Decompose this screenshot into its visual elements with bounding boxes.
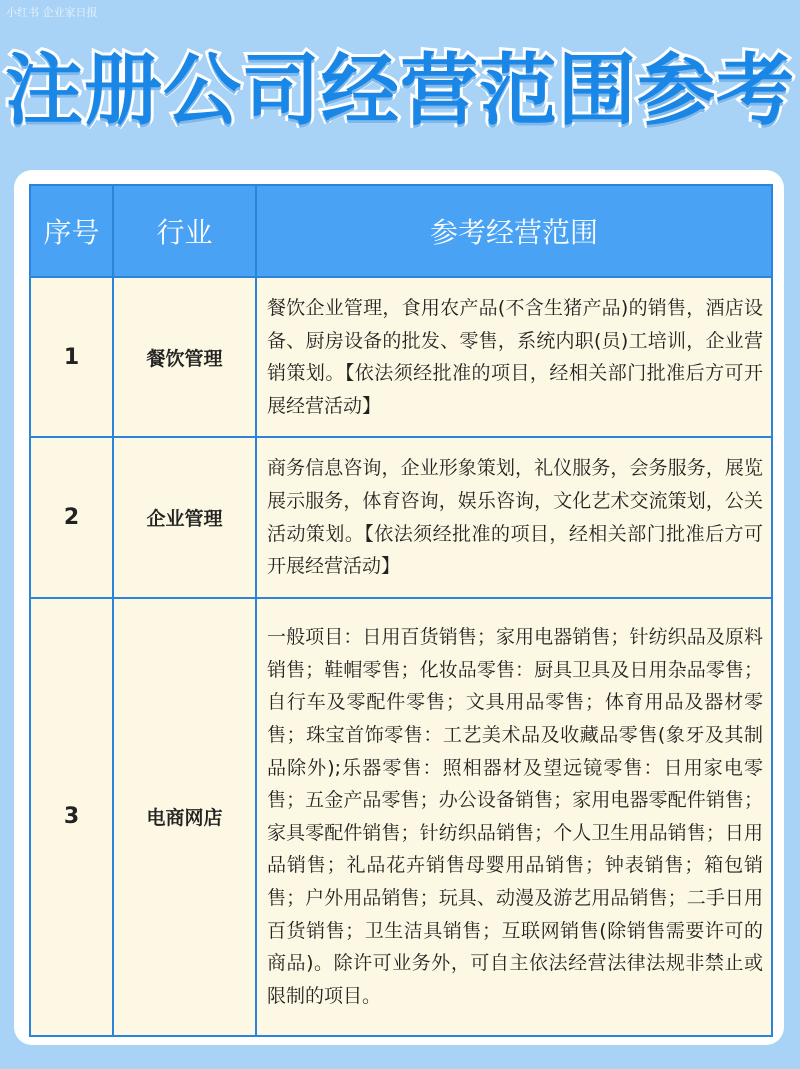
page-title: 注册公司经营范围参考 bbox=[4, 46, 795, 136]
table-row bbox=[30, 598, 772, 1036]
table-row bbox=[30, 277, 772, 437]
row-scope: 商务信息咨询，企业形象策划，礼仪服务，会务服务，展览展示服务，体育咨询，娱乐咨询，文化艺术交流策划，公关活动策划。【依法须经批准的项目，经相关部门批准后方可开展经营活动】 bbox=[256, 437, 772, 597]
row-scope: 一般项目：日用百货销售；家用电器销售；针纺织品及原料销售；鞋帽零售；化妆品零售：厨具卫具及日用杂品零售；自行车及零配件零售；文具用品零售；体育用品及器材零售；珠宝首饰零售：工艺美术品及收藏品零售(象牙及其制品除外);乐器零售：照相器材及望远镜零售：日用家电零售；五金产品零售；办公设备销售；家用电器零配件销售；家具零配件销售；针纺织品销售；个人卫生用品销售；日用品销售；礼品花卉销售母婴用品销售；钟表销售；箱包销售；户外用品销售；玩具、动漫及游艺用品销售；二手日用百货销售；卫生洁具销售；互联网销售(除销售需要许可的商品)。除许可业务外，可自主依法经营法律法规非禁止或限制的项目。 bbox=[256, 598, 772, 1036]
row-serial: 2 bbox=[30, 437, 113, 597]
watermark: 小红书 企业家日报 bbox=[6, 6, 98, 19]
header-serial: 序号 bbox=[30, 185, 113, 277]
row-industry: 企业管理 bbox=[113, 437, 256, 597]
header-industry: 行业 bbox=[113, 185, 256, 277]
row-serial: 1 bbox=[30, 277, 113, 437]
row-industry: 餐饮管理 bbox=[113, 277, 256, 437]
business-scope-table bbox=[29, 184, 773, 1037]
table-header-row bbox=[30, 185, 772, 277]
table-row bbox=[30, 437, 772, 597]
row-industry: 电商网店 bbox=[113, 598, 256, 1036]
header-scope: 参考经营范围 bbox=[256, 185, 772, 277]
row-scope: 餐饮企业管理，食用农产品(不含生猪产品)的销售，酒店设备、厨房设备的批发、零售，系统内职(员)工培训，企业营销策划。【依法须经批准的项目，经相关部门批准后方可开展经营活动】 bbox=[256, 277, 772, 437]
row-serial: 3 bbox=[30, 598, 113, 1036]
